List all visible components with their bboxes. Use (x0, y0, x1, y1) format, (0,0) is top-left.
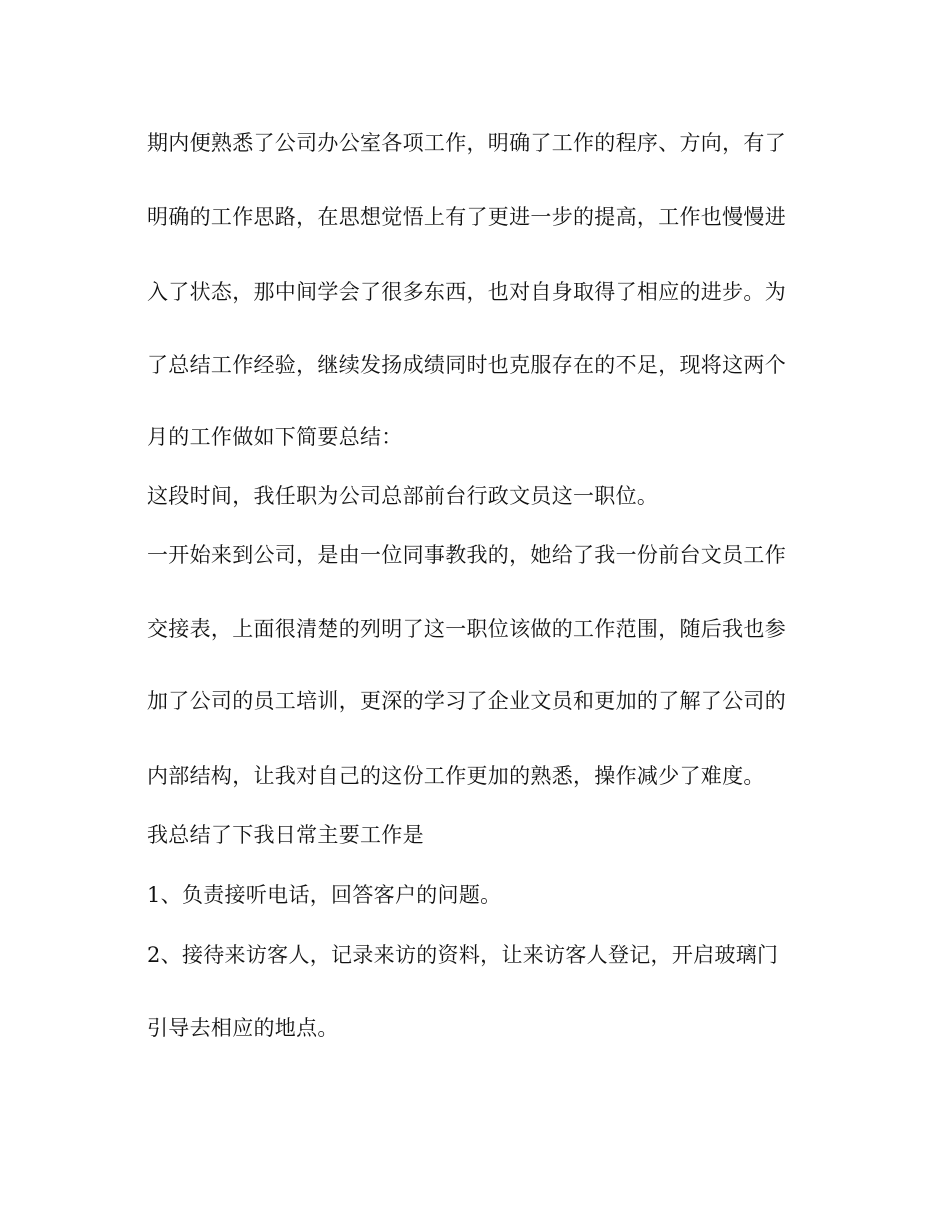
paragraph-position: 这段时间，我任职为公司总部前台行政文员这一职位。 (147, 484, 659, 508)
paragraph-intro-line-3: 入了状态，那中间学会了很多东西，也对自身取得了相应的进步。为 (147, 280, 786, 304)
paragraph-intro-line-1: 期内便熟悉了公司办公室各项工作，明确了工作的程序、方向，有了 (147, 131, 786, 155)
paragraph-training-line-2: 交接表，上面很清楚的列明了这一职位该做的工作范围，随后我也参 (147, 617, 786, 641)
list-item-1: 1、负责接听电话，回答客户的问题。 (147, 883, 502, 907)
paragraph-training-line-1: 一开始来到公司，是由一位同事教我的，她给了我一份前台文员工作 (147, 543, 786, 567)
paragraph-summary-intro: 我总结了下我日常主要工作是 (147, 823, 424, 847)
list-item-2-line-1: 2、接待来访客人，记录来访的资料，让来访客人登记，开启玻璃门 (147, 943, 779, 967)
paragraph-training-line-3: 加了公司的员工培训，更深的学习了企业文员和更加的了解了公司的 (147, 689, 786, 713)
paragraph-intro-line-5: 月的工作做如下简要总结： (147, 425, 403, 449)
paragraph-training-line-4: 内部结构，让我对自己的这份工作更加的熟悉，操作减少了难度。 (147, 764, 765, 788)
paragraph-intro-line-4: 了总结工作经验，继续发扬成绩同时也克服存在的不足，现将这两个 (147, 353, 786, 377)
list-item-2-line-2: 引导去相应的地点。 (147, 1016, 339, 1040)
paragraph-intro-line-2: 明确的工作思路，在思想觉悟上有了更进一步的提高，工作也慢慢进 (147, 205, 786, 229)
